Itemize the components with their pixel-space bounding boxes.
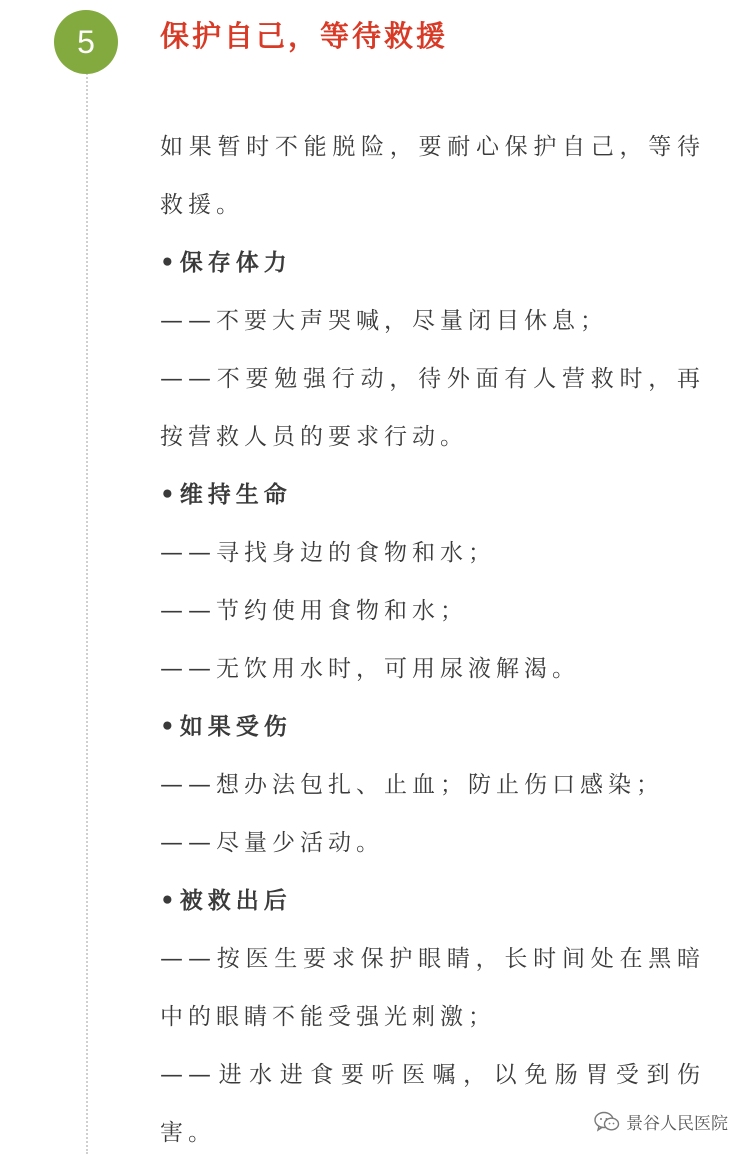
paragraph-line: ——无饮用水时，可用尿液解渴。 <box>160 656 580 682</box>
step-number-badge: 5 <box>54 10 118 74</box>
paragraph-line: ——寻找身边的食物和水； <box>160 540 496 566</box>
paragraph-line: ——按医生要求保护眼睛，长时间处在黑暗 <box>160 946 705 972</box>
paragraph-line: 按营救人员的要求行动。 <box>160 424 468 450</box>
paragraph-line: 中的眼睛不能受强光刺激； <box>160 1004 496 1030</box>
paragraph-line: ——想办法包扎、止血；防止伤口感染； <box>160 772 664 798</box>
paragraph-line: ——不要勉强行动，待外面有人营救时，再 <box>160 366 705 392</box>
timeline-dotted-line <box>86 70 88 1154</box>
subheading: •如果受伤 <box>160 714 292 740</box>
paragraph-line: ——尽量少活动。 <box>160 830 384 856</box>
watermark-text: 景谷人民医院 <box>626 1114 728 1134</box>
paragraph-line: ——不要大声哭喊，尽量闭目休息； <box>160 308 608 334</box>
subheading: •维持生命 <box>160 482 292 508</box>
paragraph-line: 如果暂时不能脱险，要耐心保护自己，等待 <box>160 134 705 160</box>
wechat-icon <box>594 1111 620 1133</box>
paragraph-line: 救援。 <box>160 192 244 218</box>
article-body <box>160 118 705 1162</box>
watermark <box>594 1109 728 1134</box>
paragraph-line: ——进水进食要听医嘱，以免肠胃受到伤 <box>160 1062 705 1088</box>
subheading: •保存体力 <box>160 250 292 276</box>
section-title: 保护自己，等待救援 <box>160 19 449 53</box>
paragraph-line: ——节约使用食物和水； <box>160 598 468 624</box>
subheading: •被救出后 <box>160 888 292 914</box>
paragraph-line: 害。 <box>160 1120 216 1146</box>
